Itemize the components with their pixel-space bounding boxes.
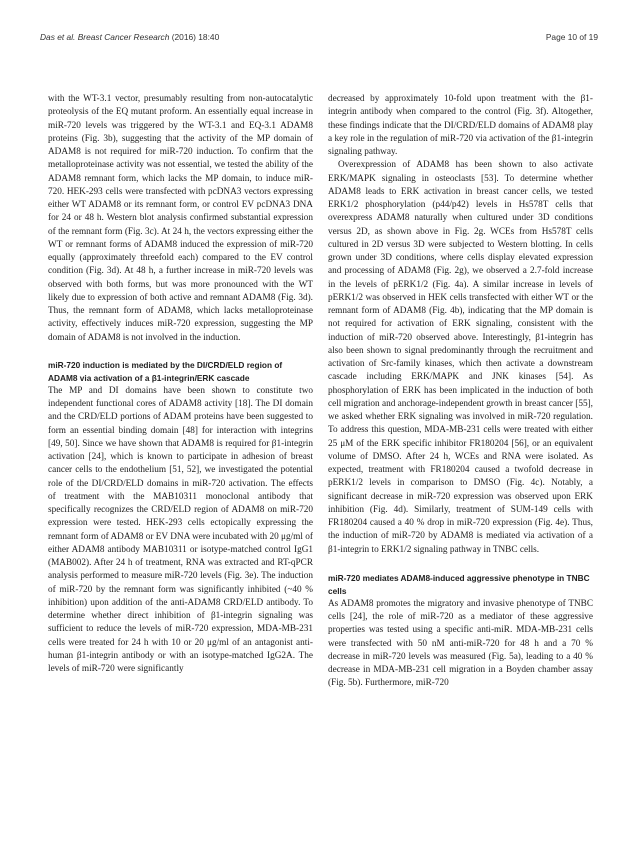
body-paragraph: decreased by approximately 10-fold upon treatment with the β1-integrin antibody when compared to the control (Fig. 3f). Altogether, these findings indicate that the DI/CRD/ELD domains of ADAM8 play a key role in the regulation of miR-720 via activation of the β1-integrin signaling pathway. (328, 94, 593, 157)
body-paragraph: with the WT-3.1 vector, presumably resulting from non-autocatalytic proteolysis of the EQ mutant proform. An essentially equal increase in miR-720 levels was triggered by the WT-3.1 and EQ-3.1 ADAM8 proteins (Fig. 3b), suggesting that the activity of the MP domain of ADAM8 is not required for miR-720 induction. To confirm that the metalloproteinase activity was not essential, we tested the ability of the ADAM8 remnant form, which lacks the MP domain, to induce miR-720. HEK-293 cells were transfected with pcDNA3 vectors expressing either WT ADAM8 or its remnant form, or control EV pcDNA3 DNA for 24 or 48 h. Western blot analysis confirmed substantial expression of the remnant form (Fig. 3c). At 24 h, the vectors expressing either the WT or remnant forms of ADAM8 induced the expression of miR-720 equally (approximately threefold each) compared to the EV control condition (Fig. 3d). At 48 h, a further increase in miR-720 levels was observed with both forms, but was more pronounced with the WT likely due to expression of both active and remnant ADAM8 (Fig. 3d). Thus, the remnant form of ADAM8, which lacks metalloproteinase activity, effectively induces miR-720 expression, suggesting the MP domain of ADAM8 is not involved in the induction. (48, 94, 313, 343)
right-column (328, 93, 593, 691)
body-paragraph: Overexpression of ADAM8 has been shown to also activate ERK/MAPK signaling in osteoclasts [53]. To determine whether ADAM8 leads to ERK activation in breast cancer cells, we tested ERK1/2 phosphorylation (p44/p42) levels in Hs578T cells that overexpress ADAM8 naturally when cultured under 3D conditions versus 2D, as shown above in Fig. 2g. WCEs from Hs578T cells cultured in 2D versus 3D were subjected to Western blotting. In cells grown under 3D conditions, where cells display elevated expression and processing of ADAM8 (Fig. 2g), we observed a 2.7-fold increase in the levels of pERK1/2 (Fig. 4a). A similar increase in levels of pERK1/2 was observed in HEK cells transfected with either WT or the remnant form of ADAM8 (Fig. 4b), indicating that the MP domain is not required for activation of ERK signaling, consistent with the induction of miR-720 observed above. Interestingly, β1-integrin has also been shown to signal predominantly through the recruitment and activation of Src-family kinases, which then activate a downstream cascade including ERK/MAPK and JNK kinases [54]. As phosphorylation of ERK has been implicated in the induction of both cell migration and anchorage-independent growth in breast cancer [55], we asked whether ERK signaling was involved in miR-720 regulation. To address this question, MDA-MB-231 cells were treated with either 25 μM of the ERK specific inhibitor FR180204 [56], or an equivalent volume of DMSO. After 24 h, WCEs and RNA were isolated. As expected, treatment with FR180204 caused a twofold decrease in pERK1/2 levels in comparison to DMSO (Fig. 4c). Notably, a significant decrease in miR-720 expression was observed upon ERK inhibition (Fig. 4d). Similarly, treatment of SUM-149 cells with FR180204 caused a 40 % drop in miR-720 expression (Fig. 4e). Thus, the induction of miR-720 by ADAM8 is mediated via activation of a β1-integrin to ERK1/2 signaling pathway in TNBC cells. (328, 160, 593, 555)
journal-citation (40, 32, 219, 42)
running-head (40, 32, 598, 42)
page-number: Page 10 of 19 (545, 32, 598, 42)
section-heading: miR-720 induction is mediated by the DI/CRD/ELD region of ADAM8 via activation of a β1-integrin/ERK cascade (48, 359, 283, 383)
citation: (2016) 18:40 (171, 32, 220, 42)
journal-name: Das et al. Breast Cancer Research (40, 32, 170, 42)
body-paragraph: The MP and DI domains have been shown to constitute two independent functional cores of ADAM8 activity [18]. The DI domain and the CRD/ELD portions of ADAM proteins have been suggested to form an essential binding domain [48] for interaction with integrins [49, 50]. Since we have shown that ADAM8 is required for β1-integrin activation [24], which is known to participate in adhesion of breast cancer cells to the endothelium [51, 52], we investigated the potential role of the DI/CRD/ELD domains in miR-720 activation. The effects of treatment with the MAB10311 monoclonal antibody that specifically recognizes the CRD/ELD region of ADAM8 on miR-720 expression were tested. HEK-293 cells ectopically expressing the remnant form of ADAM8 or EV DNA were incubated with 20 μg/ml of either ADAM8 antibody MAB10311 or isotype-matched control IgG1 (MAB002). After 24 h of treatment, RNA was extracted and RT-qPCR analysis performed to measure miR-720 levels (Fig. 3e). The induction of miR-720 by the remnant form was significantly inhibited (~40 % inhibition) upon addition of the anti-ADAM8 CRD/ELD antibody. To determine whether direct inhibition of β1-integrin signaling was sufficient to reduce the levels of miR-720 expression, MDA-MB-231 cells were treated for 24 h with 10 or 20 μg/ml of an antagonist anti-human β1-integrin antibody or with an isotype-matched IgG2A. The levels of miR-720 were significantly (48, 385, 313, 674)
body-paragraph: As ADAM8 promotes the migratory and invasive phenotype of TNBC cells [24], the role of miR-720 as a mediator of these aggressive properties was tested using a specific anti-miR. MDA-MB-231 cells were transfected with 50 nM anti-miR-720 for 48 h and a 70 % decrease in miR-720 levels was measured (Fig. 5a), leading to a 40 % decrease in MDA-MB-231 cell migration in a Boyden chamber assay (Fig. 5b). Furthermore, miR-720 (328, 598, 593, 689)
left-column (48, 93, 313, 676)
section-heading: miR-720 mediates ADAM8-induced aggressive phenotype in TNBC cells (328, 572, 590, 596)
